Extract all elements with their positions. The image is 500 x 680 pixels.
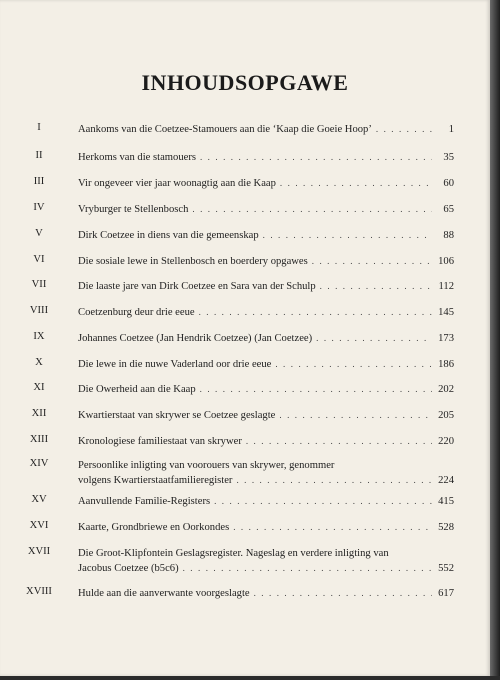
chapter-text (78, 202, 454, 217)
chapter-number: VI (33, 254, 45, 265)
chapter-number: XI (33, 382, 45, 393)
dot-leader (236, 473, 432, 488)
dot-leader (192, 202, 432, 217)
dot-leader (246, 434, 432, 449)
chapter-line (78, 176, 454, 191)
chapter-title: Dirk Coetzee in diens van die gemeenskap (78, 230, 259, 241)
chapter-text (78, 458, 454, 488)
chapter-line (78, 331, 454, 346)
chapter-line (78, 305, 454, 320)
chapter-number: II (35, 150, 43, 161)
chapter-text (78, 546, 454, 576)
chapter-title: Aankoms van die Coetzee-Stamouers aan die ‘Kaap die Goeie Hoop’ (78, 124, 372, 135)
page-number: 88 (443, 230, 454, 241)
chapter-text (78, 494, 454, 509)
page-number: 35 (443, 152, 454, 163)
chapter-text (78, 279, 454, 294)
dot-leader (254, 586, 432, 601)
chapter-line (78, 520, 454, 535)
page-number: 415 (438, 496, 454, 507)
chapter-title: Jacobus Coetzee (b5c6) (78, 563, 179, 574)
dot-leader (214, 494, 432, 509)
chapter-title: Vryburger te Stellenbosch (78, 204, 189, 215)
chapter-title: Hulde aan die aanverwante voorgeslagte (78, 588, 250, 599)
chapter-number: X (35, 357, 43, 368)
chapter-line (78, 279, 454, 294)
page-number: 1 (448, 124, 454, 135)
chapter-number: IX (33, 331, 45, 342)
page-number: 528 (438, 522, 454, 533)
dot-leader (263, 228, 432, 243)
chapter-line (78, 586, 454, 601)
chapter-line (78, 150, 454, 165)
dot-leader (376, 122, 432, 137)
chapter-number: XIII (29, 434, 49, 445)
page-number: 173 (438, 333, 454, 344)
dot-leader (279, 408, 432, 423)
chapter-title: Die Owerheid aan die Kaap (78, 384, 196, 395)
dot-leader (200, 382, 432, 397)
chapter-line (78, 473, 454, 488)
chapter-title: Kwartierstaat van skrywer se Coetzee geslagte (78, 410, 276, 421)
dot-leader (183, 561, 432, 576)
page-number: 65 (443, 204, 454, 215)
page-number: 60 (443, 178, 454, 189)
chapter-line (78, 228, 454, 243)
chapter-text (78, 331, 454, 346)
page-number: 220 (438, 436, 454, 447)
chapter-text (78, 357, 454, 372)
chapter-text (78, 176, 454, 191)
dot-leader (233, 520, 432, 535)
chapter-title: Vir ongeveer vier jaar woonagtig aan die Kaap (78, 178, 276, 189)
chapter-number: XVI (29, 520, 49, 531)
chapter-text (78, 305, 454, 320)
chapter-number: VII (31, 279, 47, 290)
chapter-title: Die lewe in die nuwe Vaderland oor drie eeue (78, 359, 272, 370)
chapter-text (78, 228, 454, 243)
chapter-line (78, 357, 454, 372)
page-number: 202 (438, 384, 454, 395)
chapter-text (78, 434, 454, 449)
book-edge (490, 0, 500, 680)
page-number: 205 (438, 410, 454, 421)
chapter-title: volgens Kwartierstaatfamilieregister (78, 475, 233, 486)
chapter-line (78, 202, 454, 217)
chapter-line (78, 254, 454, 269)
page-number: 106 (438, 256, 454, 267)
chapter-text (78, 382, 454, 397)
chapter-number: I (37, 122, 41, 133)
chapter-title: Kronologiese familiestaat van skrywer (78, 436, 242, 447)
chapter-line (78, 122, 454, 137)
chapter-title: Johannes Coetzee (Jan Hendrik Coetzee) (Jan Coetzee) (78, 333, 313, 344)
chapter-text (78, 122, 454, 137)
chapter-number: XVIII (26, 586, 52, 597)
page-number: 145 (438, 307, 454, 318)
chapter-title: Aanvullende Familie-Registers (78, 496, 211, 507)
chapter-text (78, 586, 454, 601)
chapter-line (78, 561, 454, 576)
chapter-title: Die sosiale lewe in Stellenbosch en boerdery opgawes (78, 256, 308, 267)
dot-leader (275, 357, 432, 372)
chapter-title: Coetzenburg deur drie eeue (78, 307, 195, 318)
chapter-number: XVII (27, 546, 51, 557)
chapter-text (78, 408, 454, 423)
chapter-line (78, 434, 454, 449)
chapter-title-line: Die Groot-Klipfontein Geslagsregister. Nageslag en verdere inligting van (78, 548, 389, 559)
dot-leader (312, 254, 432, 269)
chapter-title: Die laaste jare van Dirk Coetzee en Sara van der Schulp (78, 281, 316, 292)
page-number: 617 (438, 588, 454, 599)
dot-leader (316, 331, 432, 346)
page-title: INHOUDSOPGAWE (141, 70, 349, 95)
chapter-title: Kaarte, Grondbriewe en Oorkondes (78, 522, 230, 533)
chapter-text (78, 150, 454, 165)
chapter-number: XII (31, 408, 47, 419)
chapter-text (78, 520, 454, 535)
chapter-line (78, 494, 454, 509)
chapter-number: XV (31, 494, 47, 505)
chapter-number: IV (33, 202, 45, 213)
chapter-line (78, 408, 454, 423)
chapter-line (78, 382, 454, 397)
dot-leader (199, 305, 432, 320)
chapter-number: III (33, 176, 45, 187)
chapter-title: Herkoms van die stamouers (78, 152, 196, 163)
page-number: 186 (438, 359, 454, 370)
chapter-number: XIV (29, 458, 49, 469)
dot-leader (320, 279, 432, 294)
dot-leader (280, 176, 432, 191)
chapter-title-line: Persoonlike inligting van voorouers van skrywer, genommer (78, 460, 335, 471)
page-number: 224 (438, 475, 454, 486)
page-number: 112 (438, 281, 454, 292)
chapter-number: V (35, 228, 43, 239)
chapter-number: VIII (29, 305, 49, 316)
book-bottom-edge (0, 676, 500, 680)
page-number: 552 (438, 563, 454, 574)
chapter-text (78, 254, 454, 269)
dot-leader (200, 150, 432, 165)
